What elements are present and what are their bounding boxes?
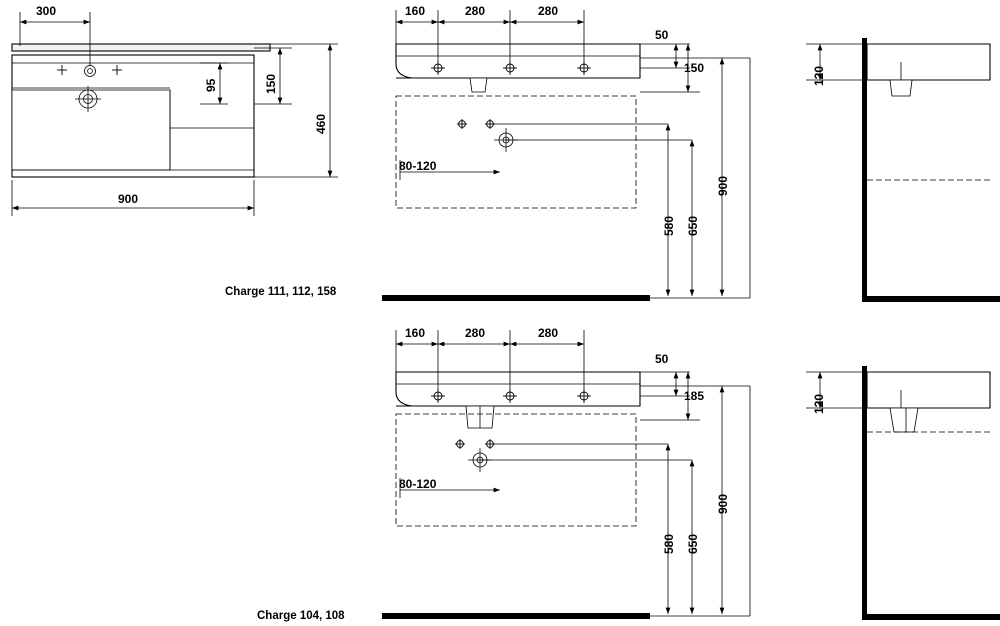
dim-label-fl-650: 650 [686,533,700,554]
dim-label-fu-280b: 280 [538,4,559,18]
side-view-lower-geometry [806,366,1000,620]
dim-label-fl-280b: 280 [538,326,559,340]
dim-label-plan-460: 460 [314,113,328,134]
dim-label-fl-50: 50 [655,352,669,366]
caption-charge-top: Charge 111, 112, 158 [225,286,337,298]
front-view-upper-geometry [382,10,750,301]
dim-label-fu-650: 650 [686,215,700,236]
dim-label-su-120: 120 [812,65,826,86]
dim-label-fl-280a: 280 [465,326,486,340]
dim-label-fu-50: 50 [655,28,669,42]
dim-label-fl-80-120: 80-120 [399,477,437,491]
front-view-lower-geometry [382,330,750,619]
side-view-upper-geometry [806,38,1000,302]
dim-label-fu-160: 160 [405,4,426,18]
dim-label-plan-300: 300 [36,4,57,18]
plan-view-geometry [12,12,338,216]
dim-label-fl-185: 185 [684,389,705,403]
dim-label-fu-150: 150 [684,61,705,75]
dim-label-fu-280a: 280 [465,4,486,18]
dim-label-fu-580: 580 [662,215,676,236]
dim-label-sl-120: 120 [812,393,826,414]
dim-label-plan-150: 150 [264,73,278,94]
dim-label-fl-160: 160 [405,326,426,340]
dim-label-plan-900: 900 [118,192,139,206]
caption-charge-bottom: Charge 104, 108 [257,610,345,622]
dim-label-fl-900: 900 [716,493,730,514]
dim-label-fl-580: 580 [662,533,676,554]
dim-label-fu-900: 900 [716,175,730,196]
dim-label-fu-80-120: 80-120 [399,159,437,173]
dim-label-plan-95: 95 [204,78,218,92]
